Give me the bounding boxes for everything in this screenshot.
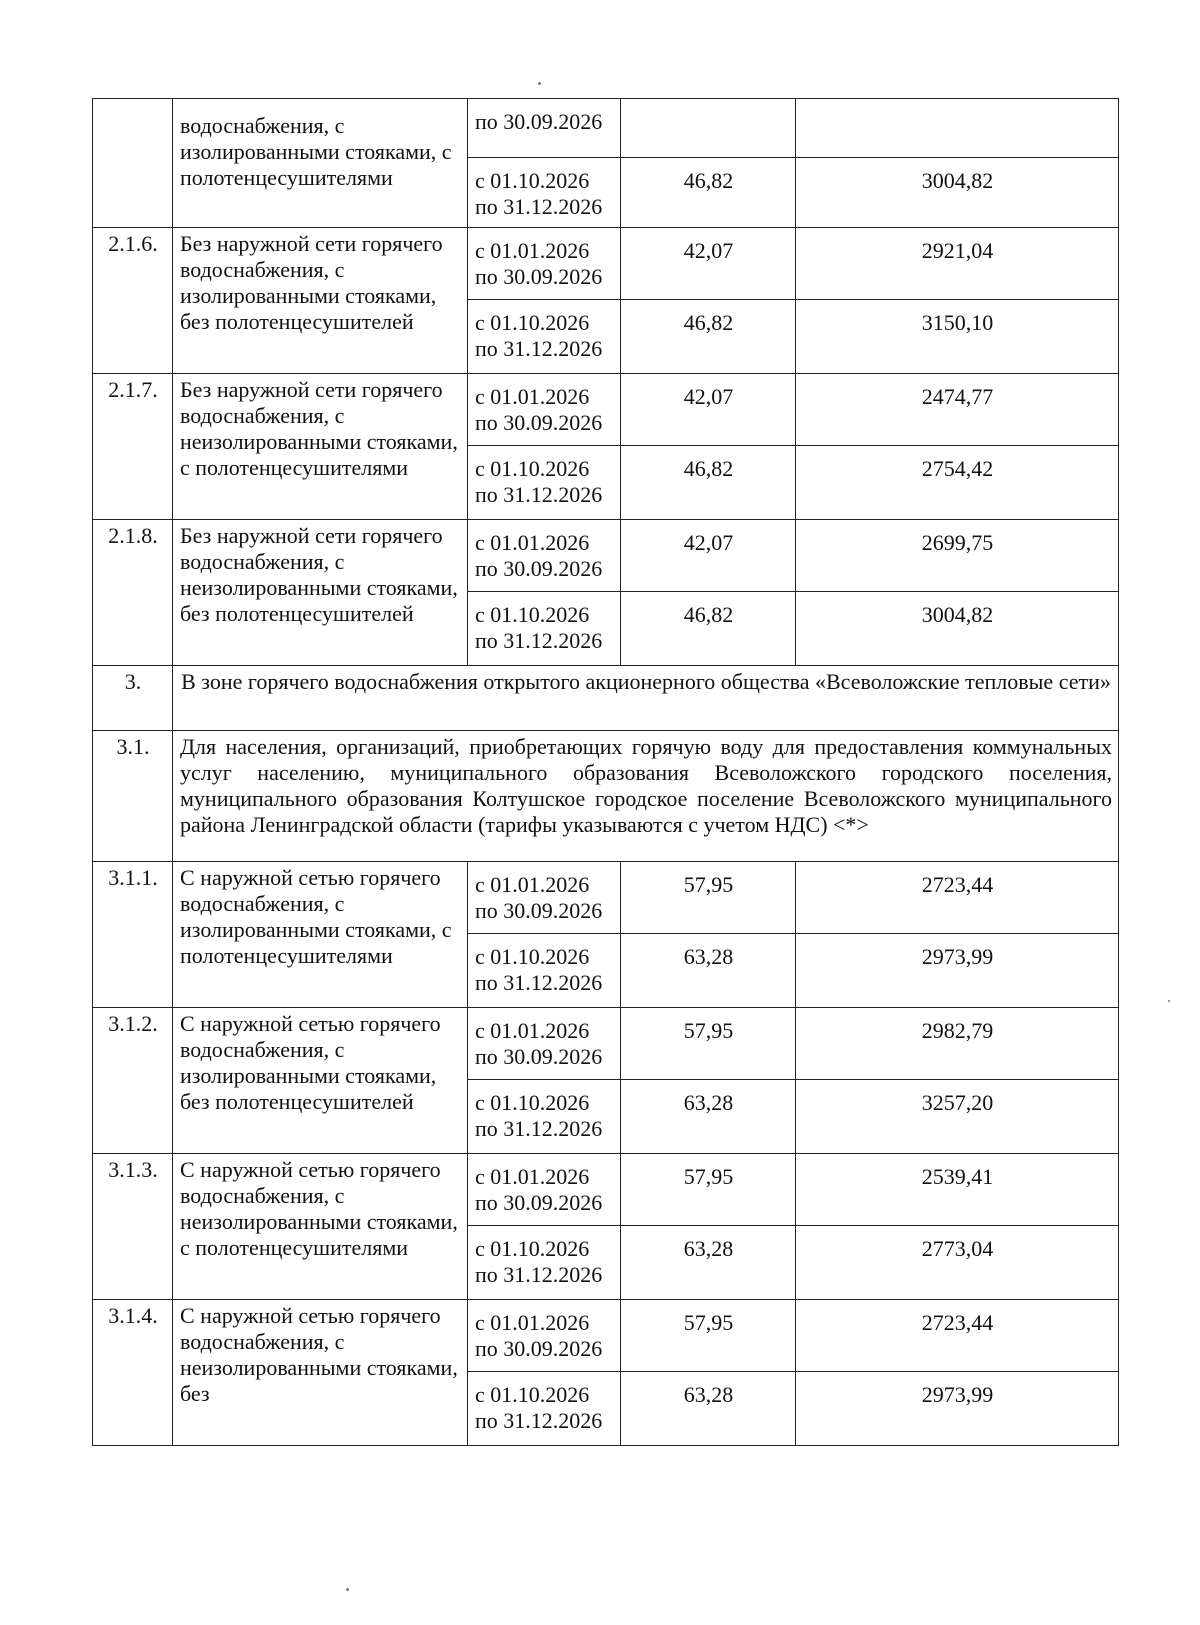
period: с 01.10.2026 по 31.12.2026: [468, 1080, 621, 1154]
tariff-value-1: 57,95: [621, 1300, 796, 1372]
tariff-value-2: 2723,44: [796, 1300, 1119, 1372]
tariff-value-2: [796, 99, 1119, 158]
tariff-value-2: 2754,42: [796, 446, 1119, 520]
group-row: [93, 731, 1119, 862]
table-row: [93, 520, 1119, 592]
tariff-value-1: 57,95: [621, 1154, 796, 1226]
tariff-table: [92, 98, 1119, 1446]
scan-speck: [538, 82, 541, 85]
table-row: [93, 862, 1119, 934]
row-number: 2.1.7.: [93, 374, 173, 520]
tariff-value-1: 46,82: [621, 300, 796, 374]
row-name: С наружной сетью горячего водоснабжения, с изолированными стояками, с полотенцесушителями: [173, 862, 468, 1008]
row-name: С наружной сетью горячего водоснабжения, с неизолированными стояками, с полотенцесушителями: [173, 1154, 468, 1300]
row-name: С наружной сетью горячего водоснабжения, с неизолированными стояками, без: [173, 1300, 468, 1446]
tariff-value-1: 42,07: [621, 228, 796, 300]
table-row: [93, 374, 1119, 446]
period: с 01.10.2026 по 31.12.2026: [468, 1226, 621, 1300]
tariff-value-2: 2539,41: [796, 1154, 1119, 1226]
row-name: Без наружной сети горячего водоснабжения, с неизолированными стояками, с полотенцесушителями: [173, 374, 468, 520]
period: с 01.10.2026 по 31.12.2026: [468, 934, 621, 1008]
tariff-value-1: 46,82: [621, 158, 796, 228]
tariff-value-1: 42,07: [621, 520, 796, 592]
period: с 01.10.2026 по 31.12.2026: [468, 300, 621, 374]
tariff-value-1: 57,95: [621, 862, 796, 934]
period: с 01.01.2026 по 30.09.2026: [468, 520, 621, 592]
period: с 01.01.2026 по 30.09.2026: [468, 1008, 621, 1080]
group-description: Для населения, организаций, приобретающих горячую воду для предоставления коммунальных услуг населению, муниципального образования Всеволожского городского поселения, муниципального образования Колтушское городское поселение Всеволожского муниципального района Ленинградской области (тарифы указываются с учетом НДС) <*>: [173, 731, 1119, 862]
period: с 01.10.2026 по 31.12.2026: [468, 158, 621, 228]
tariff-value-1: [621, 99, 796, 158]
section-number: 3.: [93, 666, 173, 731]
tariff-value-2: 2474,77: [796, 374, 1119, 446]
tariff-value-2: 3257,20: [796, 1080, 1119, 1154]
period: с 01.01.2026 по 30.09.2026: [468, 1154, 621, 1226]
group-number: 3.1.: [93, 731, 173, 862]
row-number: 3.1.4.: [93, 1300, 173, 1446]
tariff-value-2: 2973,99: [796, 1372, 1119, 1446]
row-number: 2.1.8.: [93, 520, 173, 666]
row-number: [93, 99, 173, 228]
tariff-value-2: 2982,79: [796, 1008, 1119, 1080]
scan-speck: [346, 1588, 349, 1591]
tariff-value-2: 3150,10: [796, 300, 1119, 374]
tariff-value-1: 46,82: [621, 446, 796, 520]
row-number: 2.1.6.: [93, 228, 173, 374]
section-row: [93, 666, 1119, 731]
tariff-value-2: 2723,44: [796, 862, 1119, 934]
tariff-value-1: 63,28: [621, 1372, 796, 1446]
period: с 01.10.2026 по 31.12.2026: [468, 446, 621, 520]
section-title: В зоне горячего водоснабжения открытого акционерного общества «Всеволожские тепловые сети»: [173, 666, 1119, 731]
row-name: Без наружной сети горячего водоснабжения, с изолированными стояками, без полотенцесушителей: [173, 228, 468, 374]
row-number: 3.1.1.: [93, 862, 173, 1008]
tariff-value-2: 3004,82: [796, 592, 1119, 666]
tariff-value-1: 63,28: [621, 1080, 796, 1154]
period: с 01.01.2026 по 30.09.2026: [468, 228, 621, 300]
period: с 01.10.2026 по 31.12.2026: [468, 592, 621, 666]
period: с 01.01.2026 по 30.09.2026: [468, 374, 621, 446]
tariff-value-1: 63,28: [621, 934, 796, 1008]
tariff-value-1: 57,95: [621, 1008, 796, 1080]
tariff-value-2: 2699,75: [796, 520, 1119, 592]
row-name: С наружной сетью горячего водоснабжения, с изолированными стояками, без полотенцесушителей: [173, 1008, 468, 1154]
tariff-value-2: 2973,99: [796, 934, 1119, 1008]
table-row: [93, 1154, 1119, 1226]
row-number: 3.1.3.: [93, 1154, 173, 1300]
tariff-value-2: 2921,04: [796, 228, 1119, 300]
period: по 30.09.2026: [468, 99, 621, 158]
table-row: [93, 1300, 1119, 1372]
tariff-value-2: 2773,04: [796, 1226, 1119, 1300]
period: с 01.01.2026 по 30.09.2026: [468, 862, 621, 934]
tariff-value-1: 63,28: [621, 1226, 796, 1300]
period: с 01.01.2026 по 30.09.2026: [468, 1300, 621, 1372]
table-row: [93, 1008, 1119, 1080]
scan-speck: [1168, 1000, 1170, 1002]
row-name: водоснабжения, с изолированными стояками, с полотенцесушителями: [173, 99, 468, 228]
row-number: 3.1.2.: [93, 1008, 173, 1154]
table-row: [93, 99, 1119, 158]
tariff-value-1: 42,07: [621, 374, 796, 446]
table-row: [93, 228, 1119, 300]
row-name: Без наружной сети горячего водоснабжения, с неизолированными стояками, без полотенцесушителей: [173, 520, 468, 666]
tariff-value-1: 46,82: [621, 592, 796, 666]
period: с 01.10.2026 по 31.12.2026: [468, 1372, 621, 1446]
tariff-value-2: 3004,82: [796, 158, 1119, 228]
